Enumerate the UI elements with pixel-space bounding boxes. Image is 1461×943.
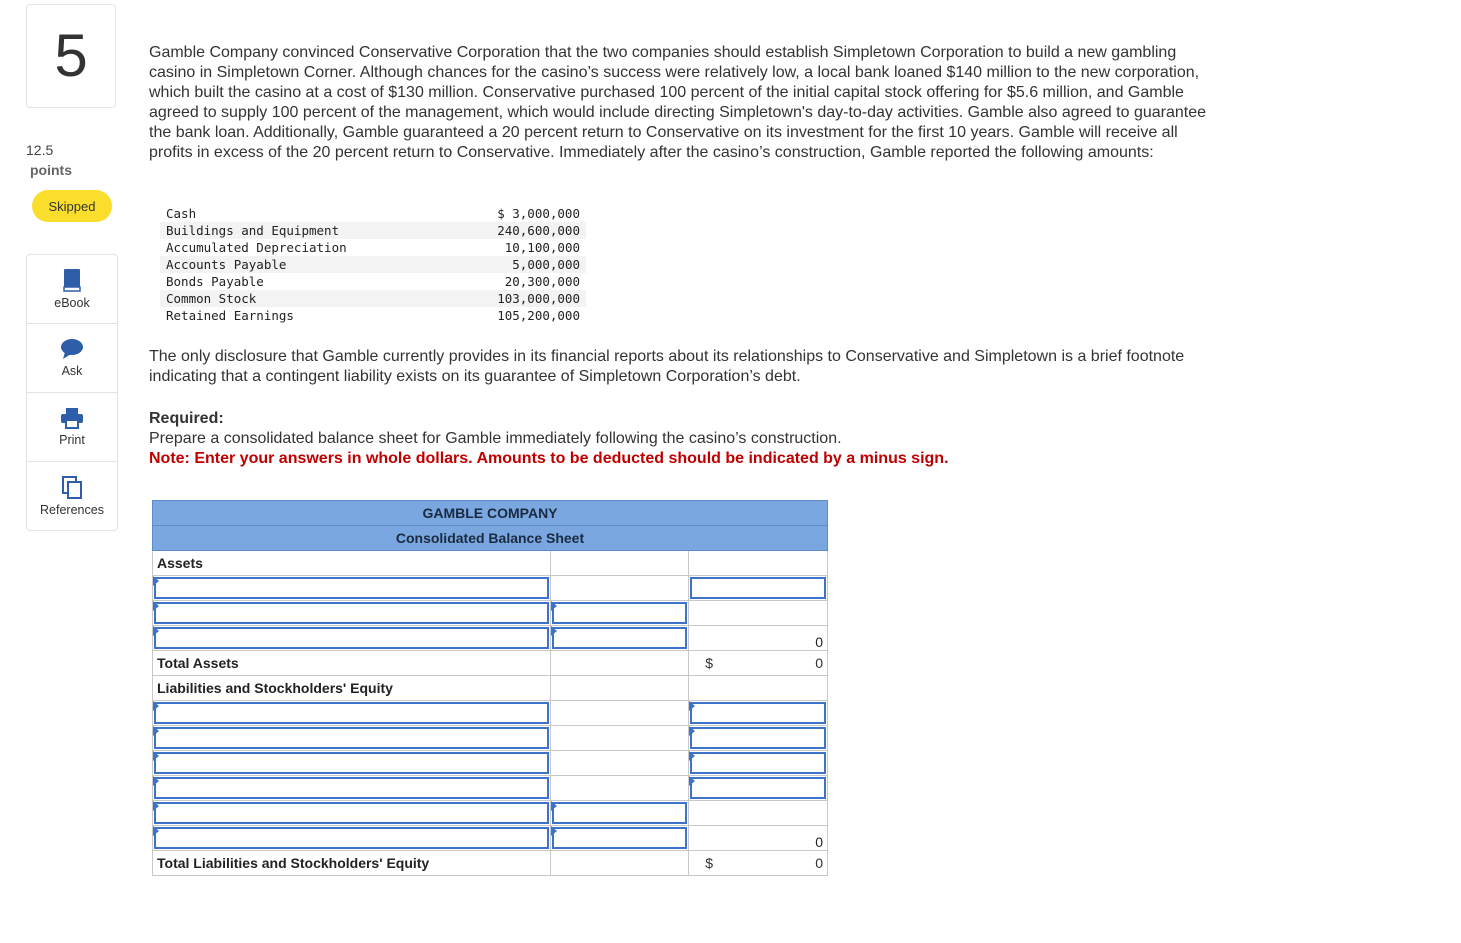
required-section: [149, 409, 1209, 469]
amount-label: Bonds Payable: [166, 274, 264, 289]
equity-amount-input[interactable]: [551, 801, 689, 826]
amount-value: 20,300,000: [504, 274, 580, 289]
points-display: [26, 140, 72, 180]
amount-label: Cash: [166, 206, 197, 221]
table-row: [160, 256, 586, 273]
company-name: GAMBLE COMPANY: [153, 501, 828, 526]
asset-account-select[interactable]: [153, 601, 551, 626]
documents-icon: [61, 475, 83, 499]
asset-input-row: [153, 601, 828, 626]
tools-panel: [26, 254, 118, 531]
table-header-row: [153, 526, 828, 551]
equity-input-row: [153, 801, 828, 826]
table-row: [160, 239, 586, 256]
equity-subtotal: 0: [689, 826, 828, 851]
ask-label: Ask: [61, 364, 83, 378]
total-liabilities-cell: [689, 851, 828, 876]
asset-account-select[interactable]: [153, 576, 551, 601]
asset-input-row: [153, 576, 828, 601]
total-assets-label: Total Assets: [153, 651, 551, 676]
total-liabilities-row: [153, 851, 828, 876]
references-label: References: [40, 503, 104, 517]
equity-input-row: [153, 826, 828, 851]
asset-account-select[interactable]: [153, 626, 551, 651]
disclosure-text: The only disclosure that Gamble currently provides in its financial reports about its relationships to Conservative and Simpletown is a brief footnote indicating that a contingent liability exists on its guarantee of Simpletown Corporation’s debt.: [149, 348, 1185, 385]
amount-label: Retained Earnings: [166, 308, 294, 323]
asset-input-row: [153, 626, 828, 651]
print-button[interactable]: [27, 393, 117, 462]
liability-input-row: [153, 751, 828, 776]
liabilities-equity-label: Liabilities and Stockholders' Equity: [153, 676, 551, 701]
currency-symbol: $: [705, 855, 713, 871]
liabilities-header-row: [153, 676, 828, 701]
liability-amount-input[interactable]: [689, 701, 828, 726]
book-icon: [61, 268, 83, 292]
liability-input-row: [153, 701, 828, 726]
question-number-box: [26, 4, 116, 108]
amount-label: Buildings and Equipment: [160, 222, 445, 239]
currency-symbol: $: [705, 655, 713, 671]
table-row: [160, 307, 586, 324]
total-assets-value: 0: [815, 655, 823, 671]
required-instruction: Prepare a consolidated balance sheet for Gamble immediately following the casino’s construction.: [149, 430, 842, 447]
liability-account-select[interactable]: [153, 726, 551, 751]
question-number: 5: [54, 22, 88, 89]
assets-subtotal: 0: [689, 626, 828, 651]
required-heading: Required:: [149, 410, 224, 427]
ask-button[interactable]: [27, 324, 117, 393]
problem-statement: Gamble Company convinced Conservative Corporation that the two companies should establish Simpletown Corporation to build a new gambling casino in Simpletown Corner. Although chances for the casino’s success were relatively low, a local bank loaned $140 million to the new corporation, which built the casino at a cost of $130 million. Conservative purchased 100 percent of the initial capital stock offering for $5.6 million, and Gamble agreed to supply 100 percent of the management, which would include directing Simpletown's day-to-day activities. Gamble also agreed to guarantee the bank loan. Additionally, Gamble guaranteed a 20 percent return to Conservative on its investment for the first 10 years. Gamble will receive all profits in excess of the 20 percent return to Conservative. Immediately after the casino’s construction, Gamble reported the following amounts:: [149, 44, 1206, 161]
print-label: Print: [59, 433, 85, 447]
points-label: points: [30, 162, 72, 178]
liability-amount-input[interactable]: [689, 726, 828, 751]
amount-value: 103,000,000: [445, 290, 586, 307]
table-row: [160, 290, 586, 307]
sheet-title: Consolidated Balance Sheet: [153, 526, 828, 551]
asset-amount-input[interactable]: [551, 626, 689, 651]
total-assets-row: [153, 651, 828, 676]
total-liabilities-label: Total Liabilities and Stockholders' Equity: [153, 851, 551, 876]
points-value: 12.5: [26, 142, 54, 158]
liability-account-select[interactable]: [153, 776, 551, 801]
total-assets-cell: [689, 651, 828, 676]
asset-amount-input: [551, 576, 689, 601]
table-row: [160, 273, 586, 290]
ebook-button[interactable]: [27, 255, 117, 324]
table-row: [160, 222, 586, 239]
table-header-row: [153, 501, 828, 526]
asset-amount-input[interactable]: [551, 601, 689, 626]
chat-bubble-icon: [60, 338, 84, 360]
amount-value: 240,600,000: [445, 222, 586, 239]
asset-amount-input[interactable]: [689, 576, 828, 601]
assets-header-row: [153, 551, 828, 576]
status-badge: Skipped: [32, 190, 112, 222]
amount-value: 105,200,000: [497, 308, 580, 323]
amount-value: $ 3,000,000: [497, 206, 580, 221]
references-button[interactable]: [27, 462, 117, 530]
liability-input-row: [153, 776, 828, 801]
amount-label: Common Stock: [160, 290, 445, 307]
assets-label: Assets: [153, 551, 551, 576]
required-note: Note: Enter your answers in whole dollars. Amounts to be deducted should be indicated by a minus sign.: [149, 450, 949, 467]
amount-label: Accounts Payable: [160, 256, 445, 273]
liability-amount-input[interactable]: [689, 751, 828, 776]
ebook-label: eBook: [54, 296, 90, 310]
amount-value: 10,100,000: [504, 240, 580, 255]
liability-amount-input[interactable]: [689, 776, 828, 801]
liability-account-select[interactable]: [153, 701, 551, 726]
table-row: [160, 205, 586, 222]
amount-value: 5,000,000: [445, 256, 586, 273]
reported-amounts-table: [160, 205, 586, 324]
equity-account-select[interactable]: [153, 826, 551, 851]
equity-amount-input[interactable]: [551, 826, 689, 851]
liability-input-row: [153, 726, 828, 751]
amount-label: Accumulated Depreciation: [166, 240, 347, 255]
consolidated-balance-sheet: [152, 500, 828, 876]
total-liabilities-value: 0: [815, 855, 823, 871]
printer-icon: [60, 407, 84, 429]
equity-account-select[interactable]: [153, 801, 551, 826]
liability-account-select[interactable]: [153, 751, 551, 776]
